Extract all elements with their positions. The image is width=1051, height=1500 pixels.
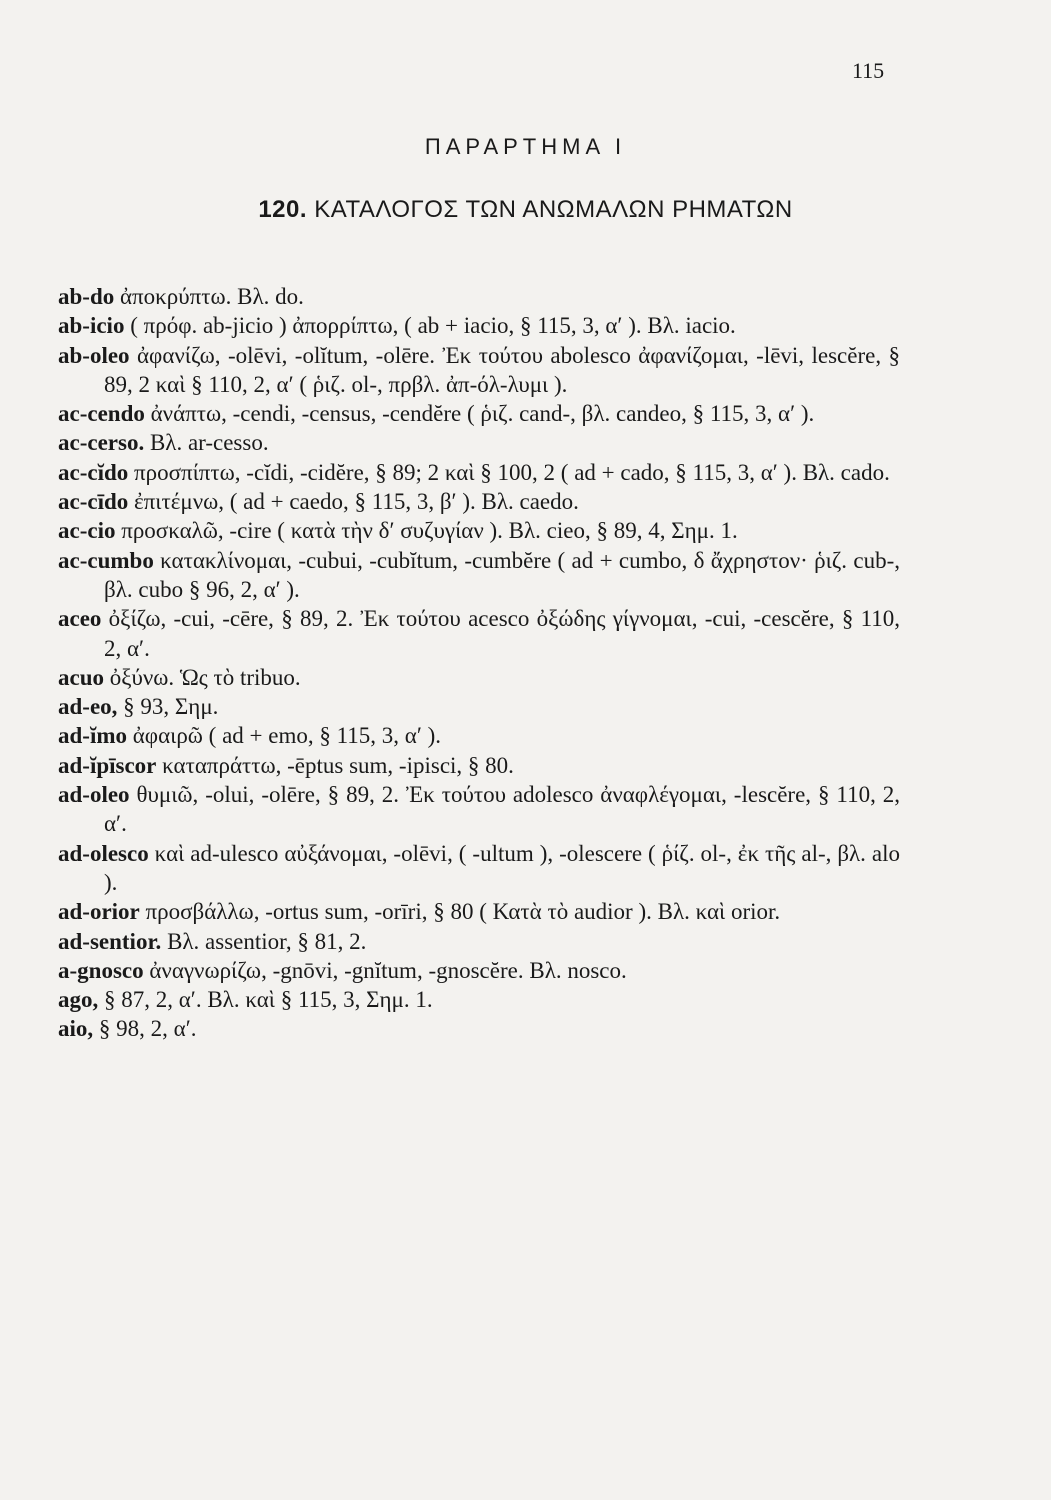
entry-headword: ab-oleo: [58, 342, 130, 368]
entry-headword: ab-icio: [58, 313, 125, 339]
entry-headword: ad-oleo: [58, 782, 130, 808]
verb-entry: [58, 282, 900, 311]
entry-text: ἀφανίζω, -olēvi, -olĭtum, -olēre. Ἐκ τούτου abolesco ἀφανίζομαι, -lēvi, lescĕre, § 89, 2 καὶ § 110, 2, α′ ( ῥιζ. ol-, πρβλ. ἀπ-όλ-λυμι ).: [104, 342, 900, 397]
entry-text: ἐπιτέμνω, ( ad + caedo, § 115, 3, β′ ). Βλ. caedo.: [128, 489, 579, 515]
verb-entry: [58, 897, 900, 926]
entry-text: προσκαλῶ, -cire ( κατὰ τὴν δ′ συζυγίαν ). Βλ. cieo, § 89, 4, Σημ. 1.: [115, 518, 738, 544]
verb-entry: [58, 780, 900, 839]
entry-headword: ac-cerso.: [58, 430, 145, 456]
entry-text: θυμιῶ, -olui, -olēre, § 89, 2. Ἐκ τούτου adolesco ἀναφλέγομαι, -lescĕre, § 110, 2, α′.: [104, 782, 900, 837]
entry-text: Βλ. assentior, § 81, 2.: [161, 928, 367, 954]
verb-entry: [58, 516, 900, 545]
entry-text: ἀφαιρῶ ( ad + emo, § 115, 3, α′ ).: [127, 723, 442, 749]
entry-text: καὶ ad-ulesco αὐξάνομαι, -olēvi, ( -ultum ), -olescere ( ῥίζ. ol-, ἐκ τῆς al-, βλ. alo ).: [104, 840, 900, 895]
verb-entry: [58, 956, 900, 985]
entry-text: ( πρόφ. ab-jicio ) ἀπορρίπτω, ( ab + iacio, § 115, 3, α′ ). Βλ. iacio.: [124, 313, 736, 339]
entry-text: § 93, Σημ.: [117, 694, 219, 720]
verb-entry: [58, 546, 900, 605]
entry-text: κατακλίνομαι, -cubui, -cubĭtum, -cumbĕre ( ad + cumbo, δ ἄχρηστον· ῥιζ. cub-, βλ. cubo § 96, 2, α′ ).: [104, 547, 900, 602]
verb-entry: [58, 341, 900, 400]
entry-headword: ac-cendo: [58, 401, 145, 427]
section-title: ΚΑΤΑΛΟΓΟΣ ΤΩΝ ΑΝΩΜΑΛΩΝ ΡΗΜΑΤΩΝ: [314, 196, 793, 223]
entry-headword: ad-olesco: [58, 840, 149, 866]
verb-entry: [58, 985, 900, 1014]
entry-headword: acuo: [58, 664, 104, 690]
section-number: 120.: [258, 196, 308, 223]
verb-entry: [58, 458, 900, 487]
entry-text: ἀναγνωρίζω, -gnōvi, -gnĭtum, -gnoscĕre. Βλ. nosco.: [143, 957, 627, 983]
entry-headword: ad-orior: [58, 899, 140, 925]
page-number: 115: [852, 58, 885, 83]
entry-text: Βλ. ar-cesso.: [144, 430, 269, 456]
entry-text: καταπράττω, -ēptus sum, -ipisci, § 80.: [156, 752, 514, 778]
entry-headword: ad-ĭmo: [58, 723, 127, 749]
entry-headword: a-gnosco: [58, 957, 144, 983]
entry-text: § 87, 2, α′. Βλ. καὶ § 115, 3, Σημ. 1.: [98, 987, 433, 1013]
entry-text: προσπίπτω, -cĭdi, -cidĕre, § 89; 2 καὶ § 100, 2 ( ad + cado, § 115, 3, α′ ). Βλ. cado.: [128, 459, 890, 485]
verb-entry: [58, 692, 900, 721]
verb-entry: [58, 751, 900, 780]
verb-entry: [58, 663, 900, 692]
entry-headword: aceo: [58, 606, 102, 632]
verb-entry: [58, 927, 900, 956]
verb-entry: [58, 721, 900, 750]
entry-headword: ago,: [58, 987, 99, 1013]
entry-headword: ab-do: [58, 284, 115, 309]
entry-headword: ac-cumbo: [58, 547, 154, 573]
verb-entry: [58, 311, 900, 340]
verb-entry: [58, 1014, 900, 1043]
verb-entry: [58, 604, 900, 663]
verb-entry: [58, 839, 900, 898]
entry-headword: ac-cīdo: [58, 489, 129, 515]
entry-text: ἀποκρύπτω. Βλ. do.: [114, 284, 304, 309]
entry-headword: ad-ĭpīscor: [58, 752, 157, 778]
entry-headword: ac-cio: [58, 518, 116, 544]
verb-entry: [58, 399, 900, 428]
entry-text: ὀξίζω, -cui, -cēre, § 89, 2. Ἐκ τούτου acesco ὀξώδης γίγνομαι, -cui, -cescĕre, § 110, 2, α′.: [101, 606, 900, 661]
entry-headword: ac-cĭdo: [58, 459, 129, 485]
section-heading: [0, 196, 1051, 224]
verb-entry: [58, 487, 900, 516]
entry-headword: ad-sentior.: [58, 928, 162, 954]
verb-list: [58, 282, 900, 1044]
entry-text: ὀξύνω. Ὡς τὸ tribuo.: [104, 664, 301, 690]
part-heading: ΠΑΡΑΡΤΗΜΑ Ι: [424, 134, 627, 159]
entry-headword: ad-eo,: [58, 694, 118, 720]
entry-headword: aio,: [58, 1016, 94, 1042]
entry-text: § 98, 2, α′.: [93, 1016, 197, 1042]
entry-text: ἀνάπτω, -cendi, -census, -cendĕre ( ῥιζ. cand-, βλ. candeo, § 115, 3, α′ ).: [144, 401, 815, 427]
verb-entry: [58, 428, 900, 457]
entry-text: προσβάλλω, -ortus sum, -orīri, § 80 ( Κατὰ τὸ audior ). Βλ. καὶ orior.: [139, 899, 781, 925]
